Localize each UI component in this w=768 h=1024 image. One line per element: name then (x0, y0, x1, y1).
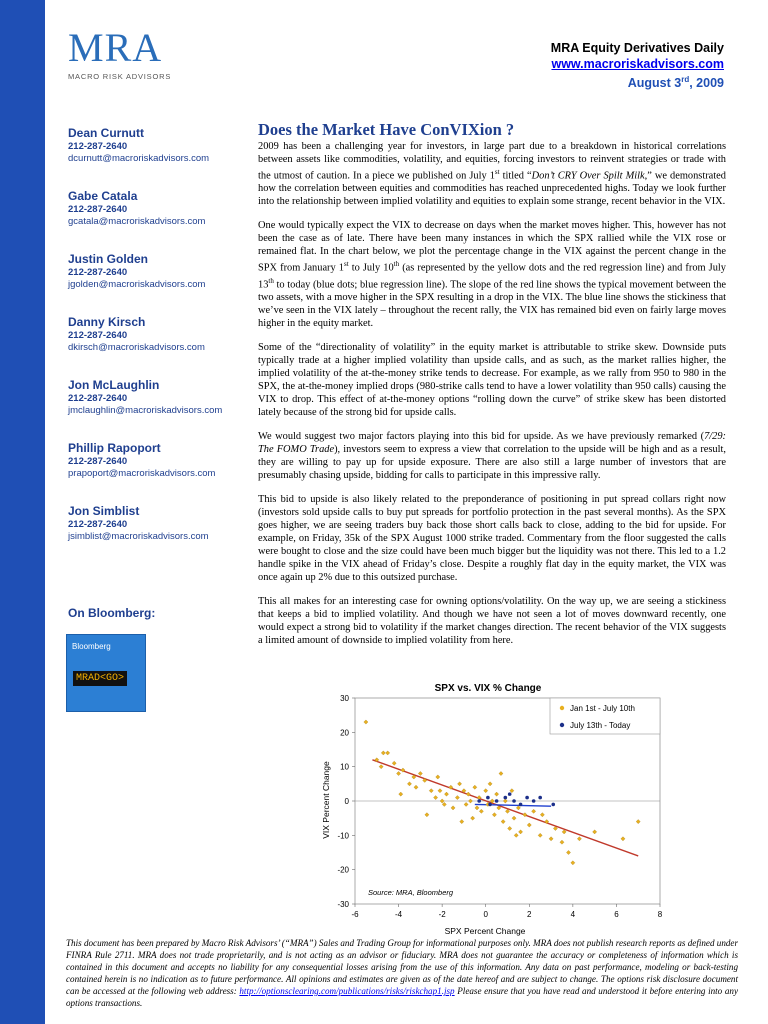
data-point-jul13-today (488, 803, 492, 807)
y-tick-label: 0 (344, 797, 349, 806)
date-year: , 2009 (689, 76, 724, 91)
bloomberg-label: On Bloomberg: (68, 606, 156, 620)
x-tick-label: 8 (657, 910, 663, 919)
x-tick-label: 0 (483, 910, 488, 919)
contact-phone: 212-287-2640 (68, 267, 128, 278)
logo-text: MRA (68, 25, 163, 70)
data-point-jul13-today (512, 799, 516, 803)
contact-email[interactable]: prapoport@macroriskadvisors.com (68, 468, 216, 479)
website-link[interactable]: www.macroriskadvisors.com (551, 57, 724, 71)
data-point-jul13-today (504, 796, 508, 800)
y-tick-label: -10 (337, 831, 349, 841)
data-point-jul13-today (477, 799, 481, 803)
y-tick-label: -30 (337, 900, 349, 909)
contact-item (68, 378, 248, 441)
x-tick-label: -2 (438, 910, 446, 919)
mra-logo (68, 25, 172, 81)
contact-phone: 212-287-2640 (68, 519, 128, 530)
data-point-jul13-today (551, 803, 555, 807)
bloomberg-brand: Bloomberg (72, 642, 111, 651)
data-point-jul13-today (525, 796, 529, 800)
contact-name: Jon Simblist (68, 504, 140, 518)
data-point-jul13-today (532, 799, 536, 803)
contact-list (68, 126, 248, 567)
y-tick-label: -20 (337, 865, 349, 875)
paragraph: This bid to upside is also likely related to the preponderance of positioning in put spread collars right now (investors sold upside calls to buy put spreads for portfolio protection in the past several months). As the SPX goes higher, we are seeing traders buy back those short calls back to close, adding to the bid for upside. For example, on Friday, 35k of the SPX August 1000 strike traded. Commentary from the floor suggested the calls were bought to close and the size could have been much bigger but the liquidity was not there. This led to a 1.2 handle spike in the VIX ahead of Friday’s close. Despite a roughly flat day in the equity market, the VIX was once again up 2% due to this outsized purchase. (258, 494, 726, 584)
disclaimer-text: This document has been prepared by Macro Risk Advisors’ (“MRA”) Sales and Trading Group for informational purposes only. MRA does not publish research reports as defined under FINRA Rule 2711. MRA does not trade proprietarily, and is not acting as an advisor or fiduciary. MRA does not guarantee the accuracy or completeness of information which is contained in this document and accepts no liability for any consequential losses arising from the use of this information. Any data on past performance, modeling or back-testing contained herein is no indication as to future performance. All opinions and estimates are given as of the date hereof and are subject to change. The options risk disclosure document can be accessed at the following web address: (66, 938, 738, 996)
scatter-chart (310, 680, 670, 938)
contact-item (68, 126, 248, 189)
bloomberg-command: MRAD<GO> (73, 671, 127, 686)
ordinal-suffix: th (393, 260, 400, 269)
contact-name: Phillip Rapoport (68, 441, 161, 455)
publication-date (551, 72, 724, 91)
contact-name: Justin Golden (68, 252, 149, 266)
contact-name: Jon McLaughlin (68, 378, 160, 392)
disclosure-link[interactable]: http://optionsclearing.com/publications/risks/riskchap1.jsp (239, 986, 455, 996)
italic-title: Don’t CRY Over Spilt Milk (531, 170, 645, 182)
data-point-jul13-today (508, 792, 512, 796)
logo-subtitle: MACRO RISK ADVISORS (68, 72, 172, 81)
contact-item (68, 189, 248, 252)
chart-legend (550, 698, 660, 734)
text-run: titled “ (499, 170, 532, 182)
contact-item (68, 252, 248, 315)
contact-phone: 212-287-2640 (68, 204, 128, 215)
x-tick-label: 6 (614, 910, 619, 919)
italic-reference: 7/29: The FOMO Trade (258, 431, 726, 456)
legend-marker-july (560, 723, 564, 727)
text-run: ,” we demonstrated how the correlation between equities and commodities has reached unprecedented highs. Today we look further into the relationship between implied volatility and equities to explain some strange, recent behavior in the VIX. (258, 170, 726, 208)
text-run: to July 10 (348, 262, 394, 274)
x-tick-label: 4 (570, 910, 576, 919)
paragraph: Some of the “directionality of volatility” in the equity market is attributable to strike skew. Downside puts typically trade at a higher implied volatility than upside calls, and as such, as the market rallies higher, the implied volatility of the at-the-money strike tends to decrease. For example, as we rally from 950 to 980 in the SPX, the at-the-money implied drops (980-strike calls tend to have a lower volatility than 950 calls) causing the VIX to drop. This effect of at-the-money options “rolling down the curve” of strike skew has been distorted lately because of the strong bid for upside calls. (258, 342, 726, 419)
publication-header (551, 40, 724, 91)
text-run: 2009 has been a challenging year for investors, in large part due to a breakdown in historical correlations between assets like commodities, volatility, and equities, forcing investors to reinvent strategies or trade with the utmost of caution. In a piece we published on July 1 (258, 141, 726, 182)
legend-marker-jan (560, 706, 564, 710)
contact-email[interactable]: gcatala@macroriskadvisors.com (68, 216, 206, 227)
contact-email[interactable]: jgolden@macroriskadvisors.com (68, 279, 206, 290)
chart-source: Source: MRA, Bloomberg (368, 888, 454, 897)
chart-svg (310, 680, 670, 938)
contact-phone: 212-287-2640 (68, 141, 128, 152)
text-run: (as represented by the yellow dots and the red regression line) and from July 13 (258, 262, 727, 291)
ordinal-suffix: st (494, 168, 500, 176)
publication-name: MRA Equity Derivatives Daily (550, 41, 724, 55)
contact-item (68, 441, 248, 504)
y-tick-label: 20 (340, 728, 349, 738)
chart-title: SPX vs. VIX % Change (434, 683, 542, 694)
disclaimer (66, 937, 738, 1009)
contact-phone: 212-287-2640 (68, 393, 128, 404)
x-tick-label: -4 (395, 910, 403, 919)
text-run: We would suggest two major factors playing into this bid for upside. As we have previously remarked ( (258, 431, 705, 443)
date-suffix: rd (681, 75, 690, 84)
paragraph (258, 219, 726, 330)
contact-phone: 212-287-2640 (68, 456, 128, 467)
disclaimer-text-end: Please ensure that you have read and understood it before entering into any options transactions. (66, 986, 738, 1008)
paragraph: This all makes for an interesting case for owning options/volatility. On the way up, we are seeing a stickiness that keeps a bid to implied volatility. And though we have not seen a lot of moves downward recently, one would expect a strong bid to volatility if the market changes direction. The recent behavior of the VIX suggests a limited amount of downside to implied volatility from here. (258, 596, 726, 647)
data-point-jul13-today (519, 803, 523, 807)
text-run: to today (blue dots; blue regression line). The slope of the red line shows the typical movement between the two assets, with a move higher in the SPX resulting in a drop in the VIX. The blue line shows the stickiness that we’ve seen in the VIX lately – throughout the recent rally, the VIX has remained bid even on fairly large moves higher in the equity market. (258, 279, 726, 330)
contact-email[interactable]: jmclaughlin@macroriskadvisors.com (68, 405, 223, 416)
ordinal-suffix: st (343, 260, 349, 269)
ordinal-suffix: th (268, 276, 274, 285)
bloomberg-badge[interactable] (66, 634, 146, 712)
contact-email[interactable]: dcurnutt@macroriskadvisors.com (68, 153, 210, 164)
text-run: ), investors seem to express a view that correlation to the upside will be high and as a result, they are willing to pay up for upside exposure. There are also still a large number of investors that are presumably chasing upside, bidding for calls to participate in this impressive rally. (258, 444, 726, 482)
y-tick-label: 10 (340, 762, 349, 772)
paragraph (258, 430, 726, 482)
contact-item (68, 504, 248, 567)
legend-label-july: July 13th - Today (570, 721, 631, 730)
date-month-day: August 3 (627, 76, 682, 91)
text-run: One would typically expect the VIX to decrease on days when the market moves higher. This, however has not been the case as of late. There have been many instances in which the SPX rallied while the VIX rose or remained flat. In the chart below, we plot the percentage change in the VIX against the percent change in the SPX from January 1 (258, 220, 726, 274)
contact-name: Gabe Catala (68, 189, 138, 203)
y-axis-label: VIX Percent Change (321, 761, 331, 839)
contact-name: Danny Kirsch (68, 315, 146, 329)
contact-email[interactable]: jsimblist@macroriskadvisors.com (68, 531, 209, 542)
article-title: Does the Market Have ConVIXion ? (258, 120, 515, 139)
contact-item (68, 315, 248, 378)
legend-label-jan: Jan 1st - July 10th (570, 704, 635, 713)
left-accent-bar (0, 0, 45, 1024)
article (258, 120, 726, 658)
x-tick-label: -6 (351, 910, 359, 919)
x-tick-label: 2 (527, 910, 532, 919)
data-point-jul13-today (495, 799, 499, 803)
data-point-jul13-today (486, 796, 490, 800)
x-axis-label: SPX Percent Change (444, 926, 526, 936)
y-tick-label: 30 (340, 694, 349, 703)
data-point-jul13-today (538, 796, 542, 800)
contact-name: Dean Curnutt (68, 126, 144, 140)
contact-email[interactable]: dkirsch@macroriskadvisors.com (68, 342, 205, 353)
paragraph (258, 140, 726, 208)
contact-phone: 212-287-2640 (68, 330, 128, 341)
